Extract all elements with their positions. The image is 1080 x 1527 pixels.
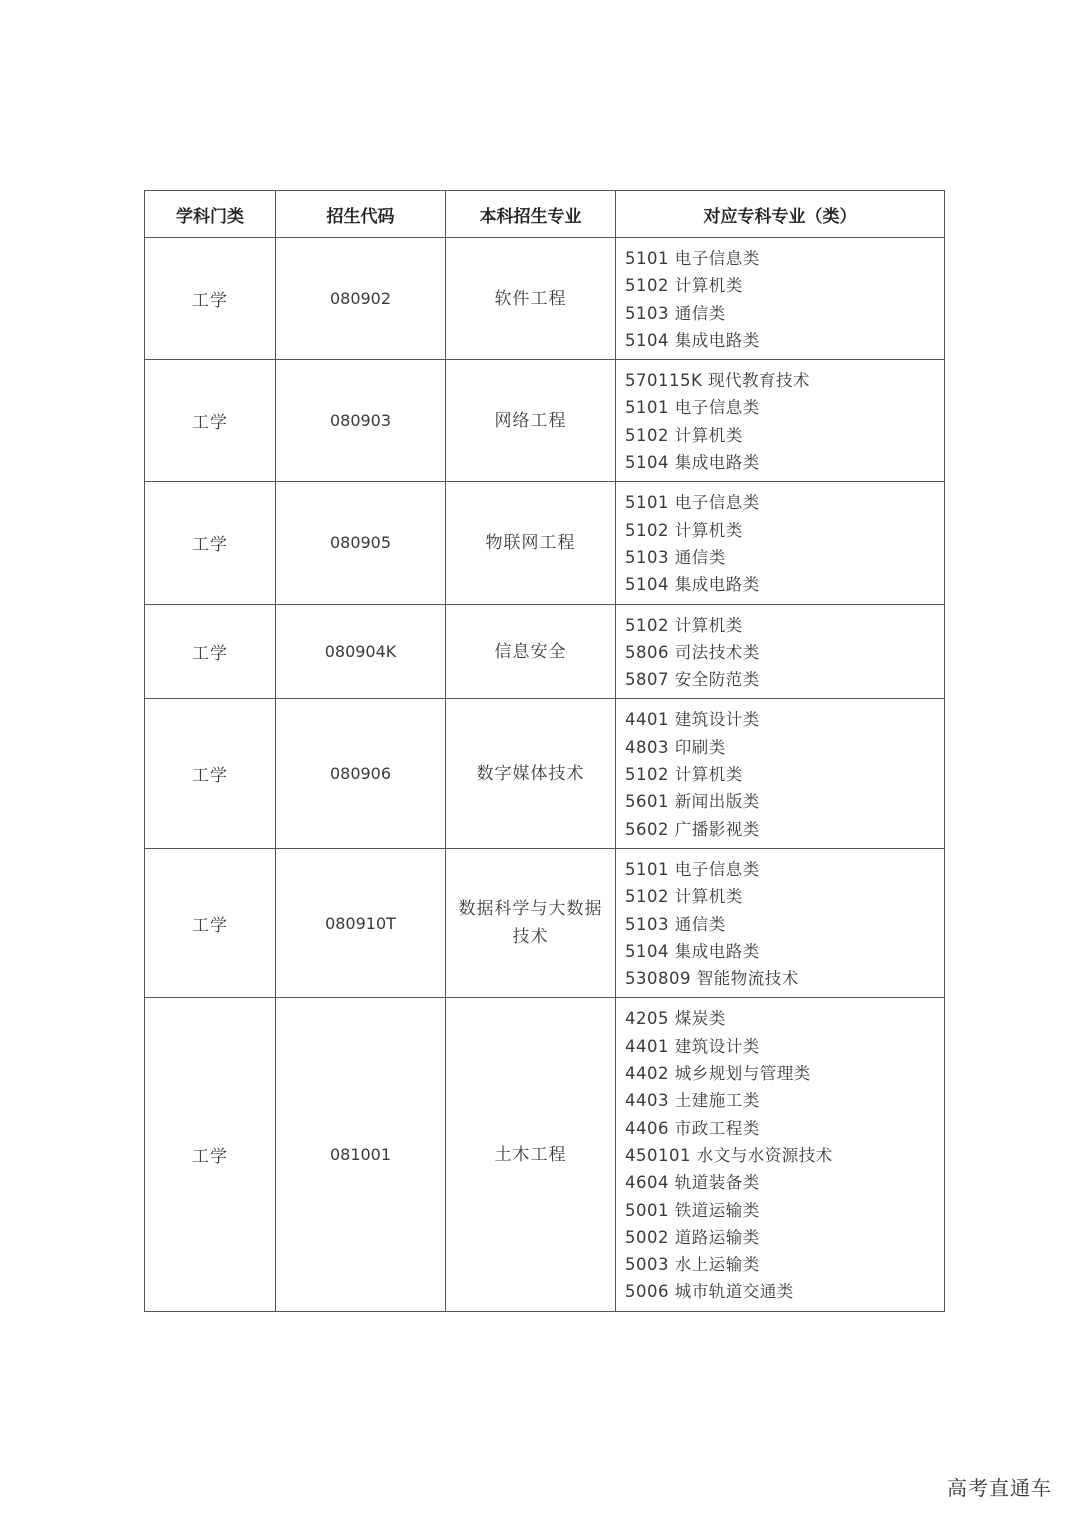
table-row [145,604,945,699]
specialty-item: 5101 电子信息类 [625,249,760,268]
cell-category: 工学 [145,998,276,1311]
specialty-item: 530809 智能物流技术 [625,969,799,989]
cell-specialties [616,848,945,997]
specialty-item: 5006 城市轨道交通类 [625,1282,794,1302]
cell-category: 工学 [145,699,276,848]
cell-specialties [616,699,945,848]
cell-category: 工学 [145,238,276,360]
specialty-item: 4205 煤炭类 [625,1009,726,1029]
header-major: 本科招生专业 [446,191,616,238]
specialty-item: 5102 计算机类 [625,615,743,635]
cell-category: 工学 [145,848,276,997]
header-code: 招生代码 [276,191,446,238]
specialty-item: 5602 广播影视类 [625,819,760,839]
header-specialty: 对应专科专业（类） [616,191,945,238]
cell-code: 080902 [276,238,446,360]
specialty-item: 4401 建筑设计类 [625,710,760,730]
specialty-item: 4401 建筑设计类 [625,1036,760,1056]
cell-code: 080905 [276,482,446,604]
cell-code: 080910T [276,848,446,997]
specialty-item: 5003 水上运输类 [625,1255,760,1275]
specialty-item: 5103 通信类 [625,914,726,934]
specialty-item: 570115K 现代教育技术 [625,371,811,391]
table-row [145,360,945,482]
header-category: 学科门类 [145,191,276,238]
specialty-item: 450101 水文与水资源技术 [625,1145,833,1165]
specialty-item: 4604 轨道装备类 [625,1173,760,1193]
specialty-item: 5102 计算机类 [625,765,743,785]
cell-category: 工学 [145,482,276,604]
major-mapping-table [144,190,945,1312]
specialty-item: 5102 计算机类 [625,425,743,445]
specialty-item: 5104 集成电路类 [625,575,760,595]
specialty-item: 5104 集成电路类 [625,330,760,350]
specialty-item: 4406 市政工程类 [625,1118,760,1138]
specialty-item: 5101 电子信息类 [625,398,760,418]
table-row [145,848,945,997]
specialty-item: 5102 计算机类 [625,887,743,907]
specialty-item: 5001 铁道运输类 [625,1200,760,1220]
cell-major: 网络工程 [446,360,616,482]
cell-category: 工学 [145,604,276,699]
cell-major: 数字媒体技术 [446,699,616,848]
major-mapping-table-wrapper [144,190,944,1312]
cell-category: 工学 [145,360,276,482]
specialty-item: 5601 新闻出版类 [625,792,760,812]
cell-specialties [616,998,945,1311]
cell-code: 080904K [276,604,446,699]
cell-major: 物联网工程 [446,482,616,604]
specialty-item: 5102 计算机类 [625,276,743,296]
table-header-row [145,191,945,238]
specialty-item: 5103 通信类 [625,547,726,567]
specialty-item: 5101 电子信息类 [625,493,760,513]
cell-code: 081001 [276,998,446,1311]
specialty-item: 5002 道路运输类 [625,1227,760,1247]
cell-specialties [616,238,945,360]
specialty-item: 4803 印刷类 [625,737,726,757]
specialty-item: 5806 司法技术类 [625,642,760,662]
cell-specialties [616,360,945,482]
table-row [145,699,945,848]
cell-major: 数据科学与大数据技术 [446,848,616,997]
specialty-item: 5102 计算机类 [625,520,743,540]
cell-code: 080906 [276,699,446,848]
specialty-item: 5104 集成电路类 [625,941,760,961]
source-watermark: 高考直通车 [947,1476,1052,1500]
cell-major: 土木工程 [446,998,616,1311]
cell-specialties [616,604,945,699]
table-row [145,482,945,604]
specialty-item: 4403 土建施工类 [625,1091,760,1111]
specialty-item: 5101 电子信息类 [625,859,760,879]
cell-major: 软件工程 [446,238,616,360]
specialty-item: 4402 城乡规划与管理类 [625,1064,811,1084]
cell-major: 信息安全 [446,604,616,699]
specialty-item: 5104 集成电路类 [625,453,760,473]
specialty-item: 5807 安全防范类 [625,670,760,690]
table-row [145,998,945,1311]
cell-specialties [616,482,945,604]
cell-code: 080903 [276,360,446,482]
table-row [145,238,945,360]
specialty-item: 5103 通信类 [625,303,726,323]
